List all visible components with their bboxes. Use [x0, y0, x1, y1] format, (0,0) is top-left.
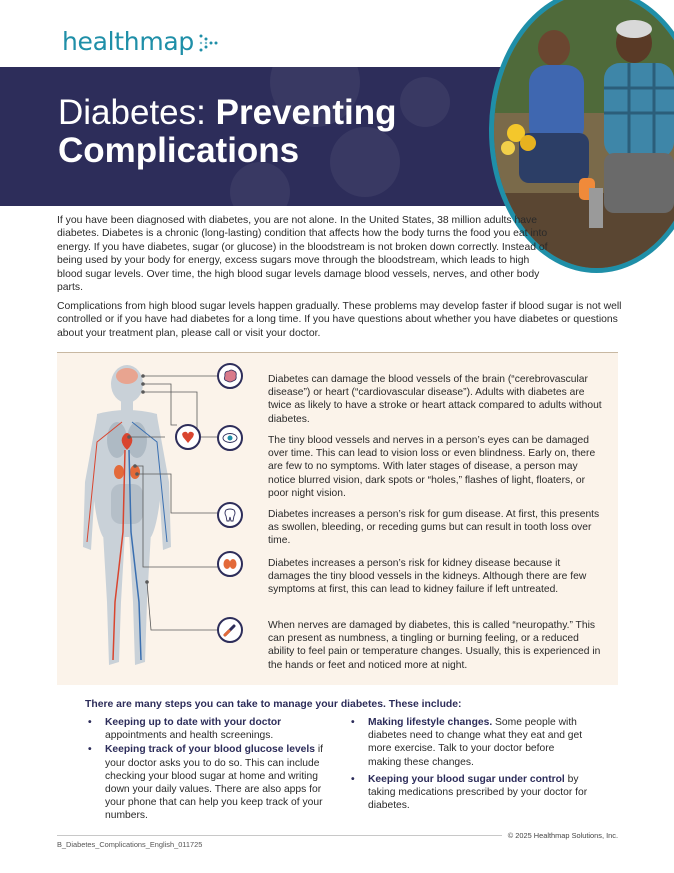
eye-text: The tiny blood vessels and nerves in a person’s eyes can be damaged over time. This can lead to vision loss or even blindness. Early on, there are few to no symptoms. With later stages of disease, a person may notice blurred vision, dark spots or “holes,” flashes of light, floaters, or poor night vision.	[268, 435, 596, 499]
title-bold-1: Preventing	[215, 93, 397, 132]
steps-heading: There are many steps you can take to manage your diabetes. These include:	[85, 699, 462, 710]
logo-wordmark: healthmap	[62, 27, 194, 56]
page-title	[58, 94, 397, 170]
heart-icon	[175, 424, 201, 450]
kidney-text: Diabetes increases a person’s risk for kidney disease because it damages the tiny blood vessels in the kidneys. Although there are few symptoms at first, this can lead to kidney failure if left untreated.	[268, 558, 587, 596]
kidney-icon	[217, 551, 243, 577]
neuropathy-text: When nerves are damaged by diabetes, this is called “neuropathy.” This can present as numbness, a tingling or burning feeling, or a reduced ability to feel pain or temperature changes. Usually, this is experienced in the hands or feet and noticed more at night.	[268, 620, 601, 671]
eye-icon	[217, 425, 243, 451]
document-id: B_Diabetes_Complications_English_011725	[57, 840, 203, 849]
brain-heart-text: Diabetes can damage the blood vessels of the brain (“cerebrovascular disease”) or heart (“cardiovascular disease”). Adults with diabetes are twice as likely to have a stroke or heart attack compared to adults without diabetes.	[268, 374, 602, 425]
copyright: © 2025 Healthmap Solutions, Inc.	[502, 831, 618, 840]
steps-list-right	[348, 716, 588, 813]
intro-paragraph-2: Complications from high blood sugar levels happen gradually. These problems may develop faster if blood sugar is not well controlled or if you have had diabetes for a long time. If you have questions about whether you have diabetes or questions about your treatment plan, please call or visit your doctor.	[57, 301, 622, 339]
title-light: Diabetes:	[58, 93, 206, 132]
steps-list-left	[85, 716, 337, 824]
healthmap-logo	[62, 27, 220, 56]
gum-text: Diabetes increases a person’s risk for gum disease. At first, this presents as swollen, bleeding, or receding gums but can result in tooth loss over time.	[268, 509, 600, 547]
title-bold-2: Complications	[58, 131, 300, 170]
list-item: • Keeping track of your blood glucose levels if your doctor asks you to do so. This can include checking your blood sugar at home and writing down your daily values. There are also apps for your phone that can help you keep track of your numbers.	[85, 743, 337, 822]
nerve-icon	[217, 617, 243, 643]
brain-icon	[217, 363, 243, 389]
intro-paragraph-1: If you have been diagnosed with diabetes, you are not alone. In the United States, 38 million adults have diabetes. Diabetes is a chronic (long-lasting) condition that affects how the body turns the food you eat into energy. If you have diabetes, sugar (or glucose) in the bloodstream is not broken down correctly. Instead of being used by your body for energy, excess sugars move through the bloodstream, which leads to high blood sugar levels. Over time, the high blood sugar levels damage blood vessels, nerves, and other body parts.	[57, 215, 548, 294]
list-item: • Making lifestyle changes. Some people with diabetes need to change what they eat and get more exercise. Talk to your doctor before making these changes.	[348, 716, 588, 769]
list-item: • Keeping your blood sugar under control by taking medications prescribed by your doctor for diabetes.	[348, 773, 588, 813]
list-item: • Keeping up to date with your doctor appointments and health screenings.	[85, 716, 337, 742]
logo-arrows-icon	[198, 33, 220, 53]
tooth-icon	[217, 502, 243, 528]
